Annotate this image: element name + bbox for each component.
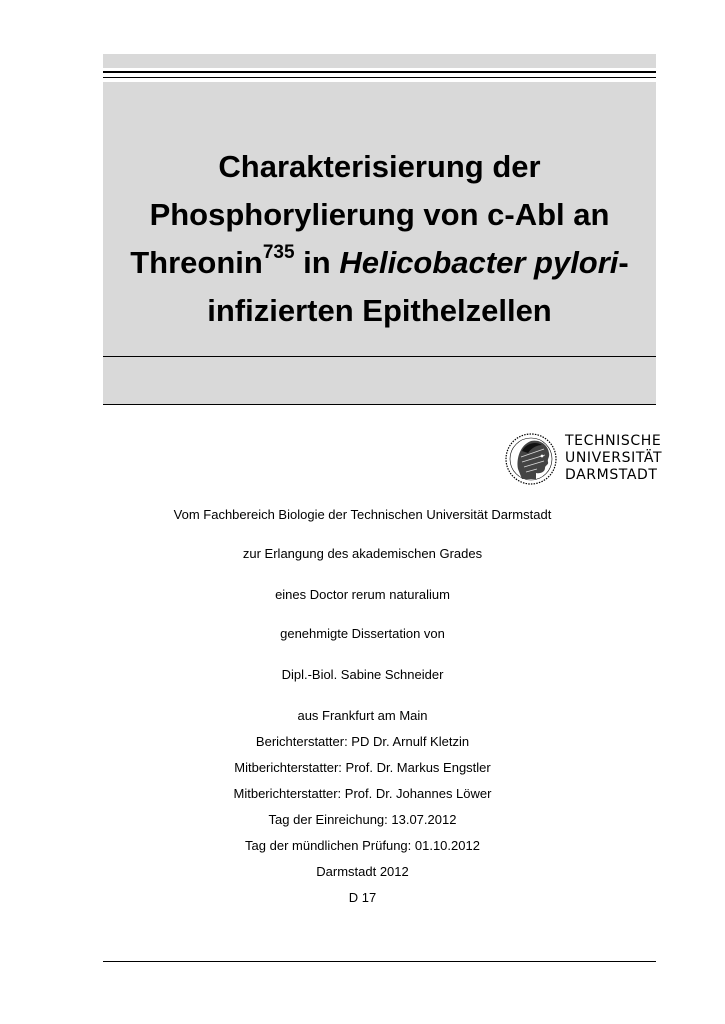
reviewer-1-line: Berichterstatter: PD Dr. Arnulf Kletzin xyxy=(255,734,470,749)
title-line-3-pre: Threonin xyxy=(130,245,263,280)
author-line: Dipl.-Biol. Sabine Schneider xyxy=(281,667,444,682)
university-logo-text xyxy=(565,433,662,484)
logo-line-1: TECHNISCHE xyxy=(565,433,662,449)
faculty-line: Vom Fachbereich Biologie der Technischen Universität Darmstadt xyxy=(173,507,552,522)
logo-line-2: UNIVERSITÄT xyxy=(565,450,663,466)
header-rule-thin xyxy=(103,77,656,78)
title-line-1: Charakterisierung der xyxy=(218,149,541,184)
title-line-3-mid: in xyxy=(294,245,340,280)
thesis-title xyxy=(103,143,656,335)
submission-date-line: Tag der Einreichung: 13.07.2012 xyxy=(268,812,457,827)
header-rule-thick xyxy=(103,71,656,73)
title-species-name: Helicobacter pylori xyxy=(339,245,619,280)
origin-line: aus Frankfurt am Main xyxy=(297,708,428,723)
logo-line-3: DARMSTADT xyxy=(565,467,658,483)
athena-head-seal-icon xyxy=(504,429,558,489)
footer-rule xyxy=(103,961,656,962)
purpose-line: zur Erlangung des akademischen Grades xyxy=(242,546,483,561)
exam-date-line: Tag der mündlichen Prüfung: 01.10.2012 xyxy=(245,838,480,853)
title-line-4: infizierten Epithelzellen xyxy=(207,293,552,328)
title-line-3-post: - xyxy=(618,245,629,280)
degree-line: eines Doctor rerum naturalium xyxy=(275,587,450,602)
approved-line: genehmigte Dissertation von xyxy=(280,626,445,641)
title-line-2: Phosphorylierung von c-Abl an xyxy=(149,197,610,232)
header-grey-strip xyxy=(103,54,656,68)
subtitle-box xyxy=(103,357,656,404)
title-box-bottom-rule xyxy=(103,404,656,405)
reviewer-2-line: Mitberichterstatter: Prof. Dr. Markus Engstler xyxy=(234,760,491,775)
title-superscript: 735 xyxy=(262,241,295,263)
reviewer-3-line: Mitberichterstatter: Prof. Dr. Johannes Löwer xyxy=(233,786,492,801)
place-year-line: Darmstadt 2012 xyxy=(316,864,409,879)
university-code-line: D 17 xyxy=(348,890,377,905)
